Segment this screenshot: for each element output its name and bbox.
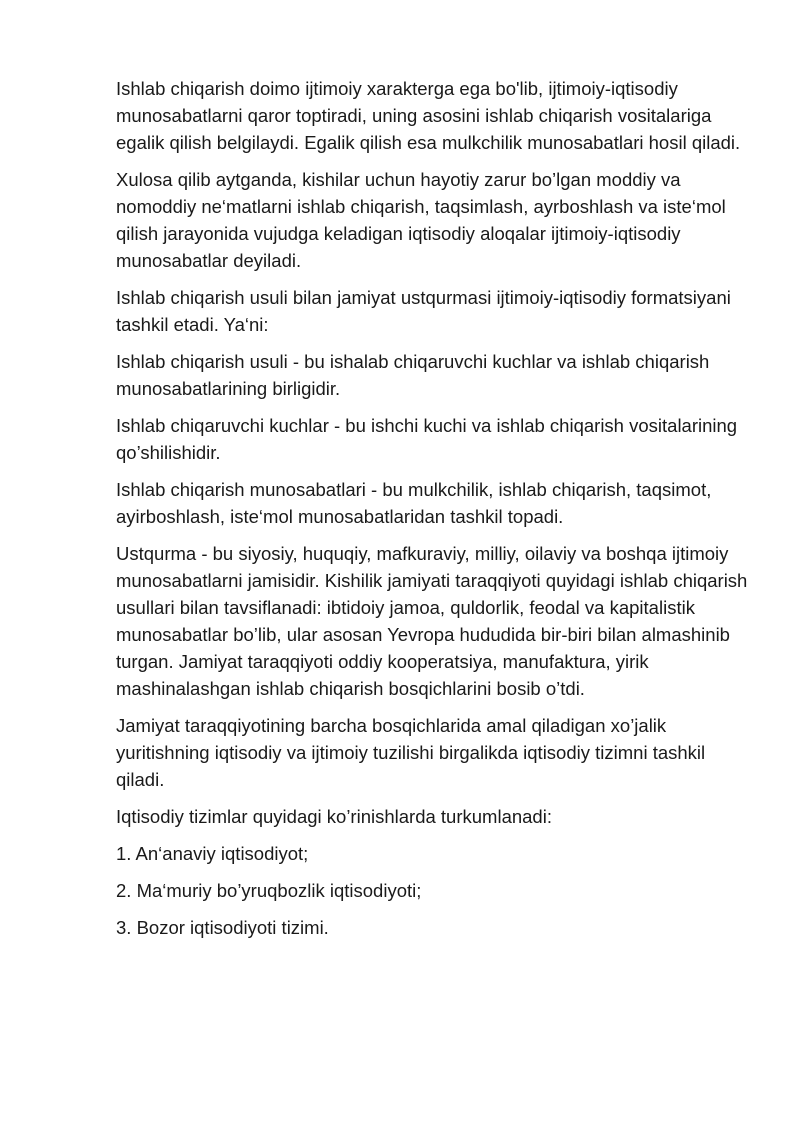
list-item: 3. Bozor iqtisodiyoti tizimi.	[116, 917, 329, 938]
paragraph: Ustqurma - bu siyosiy, huquqiy, mafkuraviy, milliy, oilaviy va boshqa ijtimoiy munosabatlarni jamisidir. Kishilik jamiyati taraqqiyoti quyidagi ishlab chiqarish usullari bilan tavsiflanadi: ibtidoiy jamoa, quldorlik, feodal va kapitalistik munosabatlar bo’lib, ular asosan Yevropa hududida bir-biri bilan almashinib turgan. Jamiyat taraqqiyoti oddiy kooperatsiya, manufaktura, yirik mashinalashgan ishlab chiqarish bosqichlarini bosib o’tdi.	[116, 543, 748, 699]
paragraph: Ishlab chiqaruvchi kuchlar - bu ishchi kuchi va ishlab chiqarish vositalarining qo’shilishidir.	[116, 415, 738, 463]
document-page	[116, 75, 756, 951]
paragraph: Ishlab chiqarish doimo ijtimoiy xarakterga ega bo'lib, ijtimoiy-iqtisodiy munosabatlarni qaror toptiradi, uning asosini ishlab chiqarish vositalariga egalik qilish belgilaydi. Egalik qilish esa mulkchilik munosabatlari hosil qiladi.	[116, 78, 741, 153]
paragraph: Ishlab chiqarish usuli bilan jamiyat ustqurmasi ijtimoiy-iqtisodiy formatsiyani tashkil etadi. Ya‘ni:	[116, 287, 731, 335]
list-item: 1. An‘anaviy iqtisodiyot;	[116, 843, 309, 864]
paragraph: Xulosa qilib aytganda, kishilar uchun hayotiy zarur bo’lgan moddiy va nomoddiy ne‘matlarni ishlab chiqarish, taqsimlash, ayrboshlash va iste‘mol qilish jarayonida vujudga keladigan iqtisodiy aloqalar ijtimoiy-iqtisodiy munosabatlar deyiladi.	[116, 169, 726, 271]
list-item: 2. Ma‘muriy bo’yruqbozlik iqtisodiyoti;	[116, 880, 422, 901]
paragraph: Jamiyat taraqqiyotining barcha bosqichlarida amal qiladigan xo’jalik yuritishning iqtisodiy va ijtimoiy tuzilishi birgalikda iqtisodiy tizimni tashkil qiladi.	[116, 715, 706, 790]
paragraph: Ishlab chiqarish munosabatlari - bu mulkchilik, ishlab chiqarish, taqsimot, ayirboshlash, iste‘mol munosabatlaridan tashkil topadi.	[116, 479, 712, 527]
paragraph: Iqtisodiy tizimlar quyidagi ko’rinishlarda turkumlanadi:	[116, 806, 552, 827]
paragraph: Ishlab chiqarish usuli - bu ishalab chiqaruvchi kuchlar va ishlab chiqarish munosabatlarining birligidir.	[116, 351, 710, 399]
